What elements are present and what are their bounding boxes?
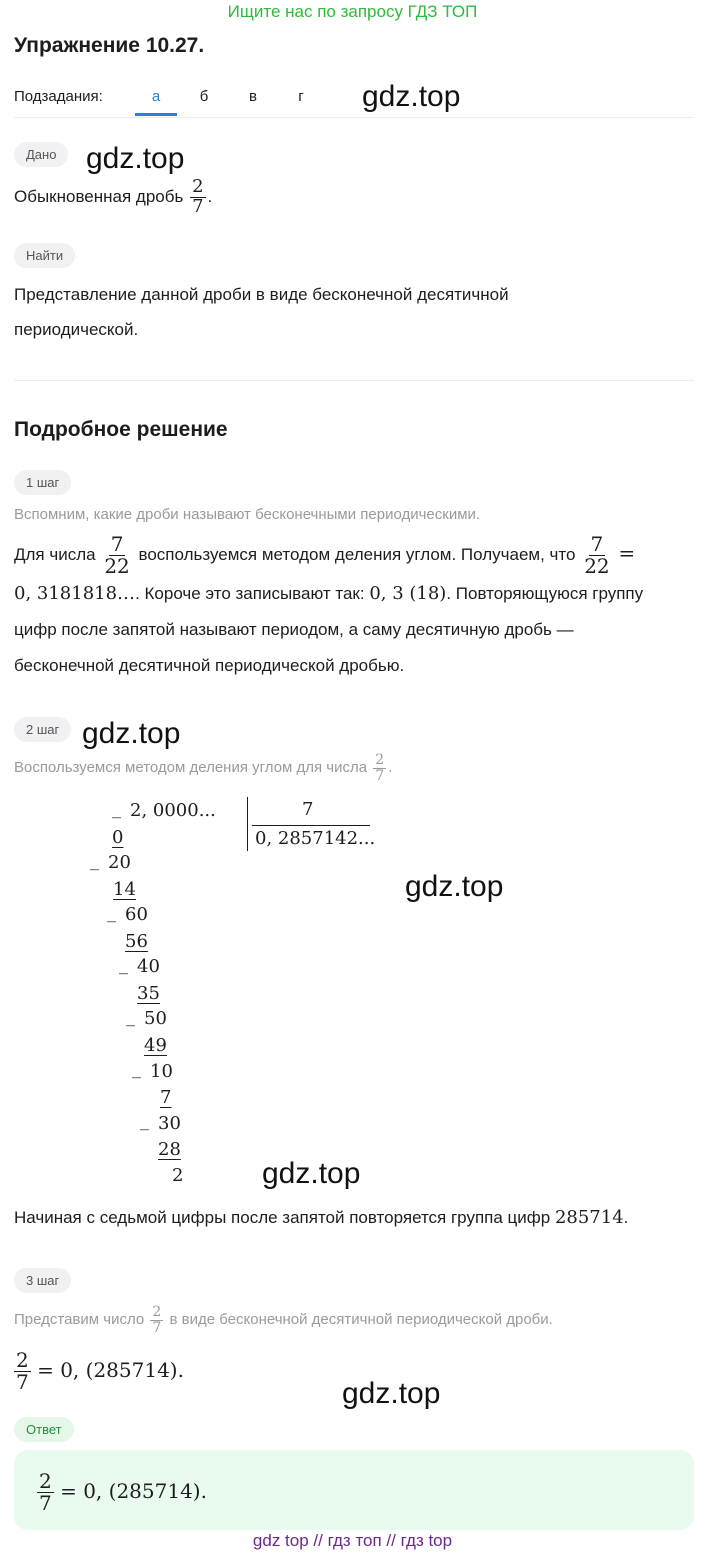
tab-v[interactable]: в [249, 88, 257, 105]
division-remainder: 2 [172, 1165, 184, 1186]
step-1-fraction-a: $\frac{7}{22}$ [104, 532, 130, 579]
tab-a[interactable]: а [151, 88, 161, 105]
minus-sign: _ [126, 1006, 135, 1027]
division-row: 7 [160, 1087, 172, 1108]
step-1-line-1: Для числа $\frac{7}{22}$ воспользуемся методом деления углом. Получаем, что $\frac{7}{22}$ = [14, 532, 636, 579]
footer-links[interactable]: gdz top // гдз топ // гдз top [252, 1531, 453, 1550]
step-1-badge: 1 шаг [14, 470, 71, 495]
step-1-hint: Вспомним, какие дроби называют бесконечными периодическими. [14, 506, 481, 523]
step-2-conclusion: Начиная с седьмой цифры после запятой повторяется группа цифр 285714. [14, 1207, 629, 1228]
step-3-hint-fraction: $\frac{2}{7}$ [152, 1303, 162, 1336]
step-3-hint: Представим число $\frac{2}{7}$ в виде бесконечной десятичной периодической дроби. [14, 1303, 553, 1336]
division-row: 35 [137, 983, 160, 1004]
division-row: 30 [158, 1113, 181, 1134]
step-1-line-3: цифр после запятой называют периодом, а саму десятичную дробь — [14, 620, 574, 639]
division-row: 56 [125, 931, 148, 952]
find-line-1: Представление данной дроби в виде бесконечной десятичной [14, 285, 509, 304]
page-title: Упражнение 10.27. [14, 34, 205, 57]
step-1-fraction-b: $\frac{7}{22}$ [584, 532, 610, 579]
tab-b[interactable]: б [199, 88, 209, 105]
division-row: 20 [108, 852, 131, 873]
watermark: gdz.top [86, 142, 185, 175]
step-2-hint-fraction: $\frac{2}{7}$ [375, 751, 385, 784]
answer-badge: Ответ [14, 1417, 74, 1442]
answer-content: $\frac{2}{7}$ = 0, (285714). [39, 1469, 207, 1515]
minus-sign: _ [107, 902, 116, 923]
quotient: 0, 2857142... [255, 828, 376, 849]
step-3-badge: 3 шаг [14, 1268, 71, 1293]
step-2-badge: 2 шаг [14, 717, 71, 742]
division-row: 10 [150, 1061, 173, 1082]
find-line-2: периодической. [14, 320, 139, 339]
divider [14, 380, 694, 381]
active-tab-indicator [135, 113, 177, 116]
step-1-line-4: бесконечной десятичной периодической дробью. [14, 656, 405, 675]
search-banner: Ищите нас по запросу ГДЗ ТОП [227, 2, 478, 21]
tab-g[interactable]: г [298, 88, 304, 105]
given-text: Обыкновенная дробь $\frac{2}{7}$ . [14, 176, 213, 218]
watermark: gdz.top [262, 1157, 361, 1190]
divisor: 7 [302, 799, 314, 820]
dividend: 2, 0000... [130, 800, 216, 821]
division-row: 0 [112, 827, 124, 848]
step-2-hint: Воспользуемся методом деления углом для числа $\frac{2}{7}$ . [14, 751, 393, 784]
subtasks-label: Подзадания: [14, 88, 103, 105]
division-row: 60 [125, 904, 148, 925]
division-row: 50 [144, 1008, 167, 1029]
minus-sign: _ [140, 1110, 149, 1131]
minus-sign: _ [132, 1058, 141, 1079]
find-badge: Найти [14, 243, 75, 268]
given-badge: Дано [14, 142, 68, 167]
minus-sign: _ [119, 954, 128, 975]
answer-fraction: $\frac{2}{7}$ [39, 1469, 52, 1515]
divider [14, 117, 694, 118]
division-row: 28 [158, 1139, 181, 1160]
division-bracket-horizontal [252, 825, 370, 826]
division-bracket-vertical [247, 797, 248, 851]
minus-sign: _ [90, 850, 99, 871]
watermark: gdz.top [342, 1377, 441, 1410]
solution-heading: Подробное решение [14, 418, 228, 441]
given-fraction: $\frac{2}{7}$ [192, 176, 204, 218]
minus-sign: _ [112, 798, 121, 819]
division-row: 14 [113, 879, 136, 900]
step-3-result: $\frac{2}{7}$ = 0, (285714). [16, 1348, 184, 1394]
step-3-result-fraction: $\frac{2}{7}$ [16, 1348, 29, 1394]
division-row: 49 [144, 1035, 167, 1056]
division-row: 40 [137, 956, 160, 977]
watermark: gdz.top [82, 717, 181, 750]
watermark: gdz.top [362, 80, 461, 113]
step-1-line-2: 0, 3181818…. Короче это записывают так: 0, 3 (18). Повторяющуюся группу [14, 583, 644, 604]
watermark: gdz.top [405, 870, 504, 903]
